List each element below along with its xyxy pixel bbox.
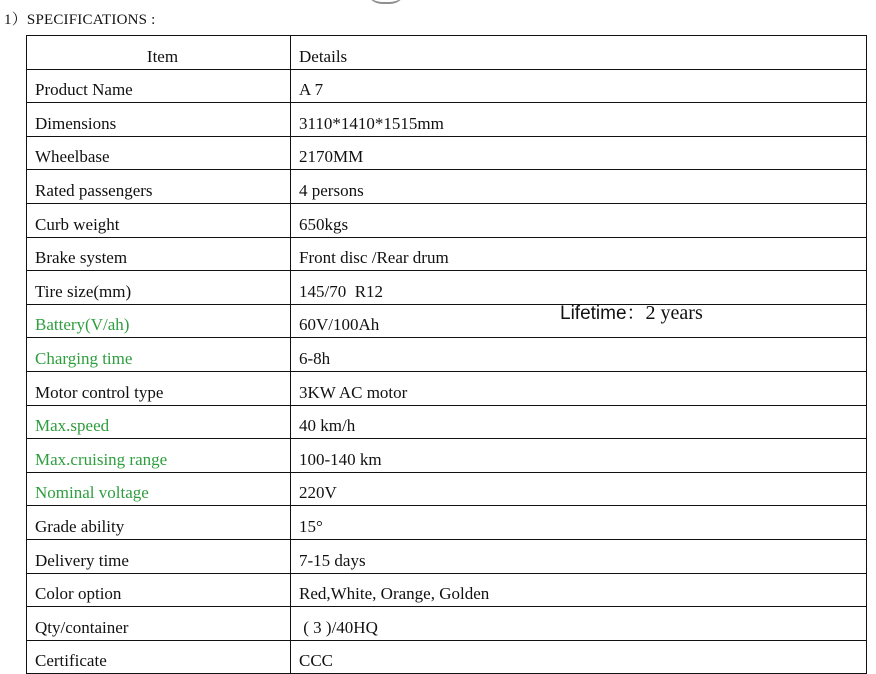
- row-label: Delivery time: [27, 539, 291, 573]
- row-value: 220V: [291, 472, 867, 506]
- table-row: [27, 103, 867, 137]
- row-label: Rated passengers: [27, 170, 291, 204]
- row-label: Charging time: [27, 338, 291, 372]
- table-row: [27, 203, 867, 237]
- table-row: [27, 371, 867, 405]
- row-label: Dimensions: [27, 103, 291, 137]
- row-label: Max.speed: [27, 405, 291, 439]
- section-heading: 1）SPECIFICATIONS :: [4, 12, 156, 28]
- table-row: [27, 506, 867, 540]
- row-value: 145/70 R12: [291, 271, 867, 305]
- table-row: [27, 439, 867, 473]
- table-header-row: [27, 36, 867, 70]
- table-row: [27, 573, 867, 607]
- row-value: 2170MM: [291, 136, 867, 170]
- table-row: [27, 304, 867, 338]
- table-row: [27, 338, 867, 372]
- row-value: 6-8h: [291, 338, 867, 372]
- column-header-details: Details: [291, 36, 867, 70]
- row-label: Grade ability: [27, 506, 291, 540]
- row-label: Color option: [27, 573, 291, 607]
- battery-lifetime-note: [560, 298, 703, 325]
- row-label: Max.cruising range: [27, 439, 291, 473]
- row-value: 60V/100Ah: [291, 304, 867, 338]
- row-label: Curb weight: [27, 203, 291, 237]
- row-value: 3110*1410*1515mm: [291, 103, 867, 137]
- row-value: Red,White, Orange, Golden: [291, 573, 867, 607]
- row-label: Motor control type: [27, 371, 291, 405]
- row-value: 40 km/h: [291, 405, 867, 439]
- row-label: Brake system: [27, 237, 291, 271]
- row-value: 15°: [291, 506, 867, 540]
- table-row: [27, 472, 867, 506]
- row-label: Certificate: [27, 640, 291, 674]
- table-row: [27, 405, 867, 439]
- table-row: [27, 69, 867, 103]
- table-row: [27, 136, 867, 170]
- page-top-fragment: [366, 0, 406, 4]
- row-value: Front disc /Rear drum: [291, 237, 867, 271]
- row-value: 4 persons: [291, 170, 867, 204]
- row-label: Wheelbase: [27, 136, 291, 170]
- lifetime-label: Lifetime：: [560, 303, 646, 324]
- table-row: [27, 237, 867, 271]
- specifications-table: [26, 35, 867, 674]
- table-row: [27, 539, 867, 573]
- row-value: 100-140 km: [291, 439, 867, 473]
- row-value: ( 3 )/40HQ: [291, 607, 867, 641]
- row-label: Product Name: [27, 69, 291, 103]
- row-value: 7-15 days: [291, 539, 867, 573]
- row-label: Battery(V/ah): [27, 304, 291, 338]
- row-value: A 7: [291, 69, 867, 103]
- row-value: 3KW AC motor: [291, 371, 867, 405]
- column-header-item: Item: [27, 36, 291, 70]
- row-value: CCC: [291, 640, 867, 674]
- table-row: [27, 607, 867, 641]
- lifetime-value: 2 years: [645, 302, 703, 324]
- row-label: Tire size(mm): [27, 271, 291, 305]
- row-label: Nominal voltage: [27, 472, 291, 506]
- table-row: [27, 271, 867, 305]
- table-row: [27, 170, 867, 204]
- row-value: 650kgs: [291, 203, 867, 237]
- row-label: Qty/container: [27, 607, 291, 641]
